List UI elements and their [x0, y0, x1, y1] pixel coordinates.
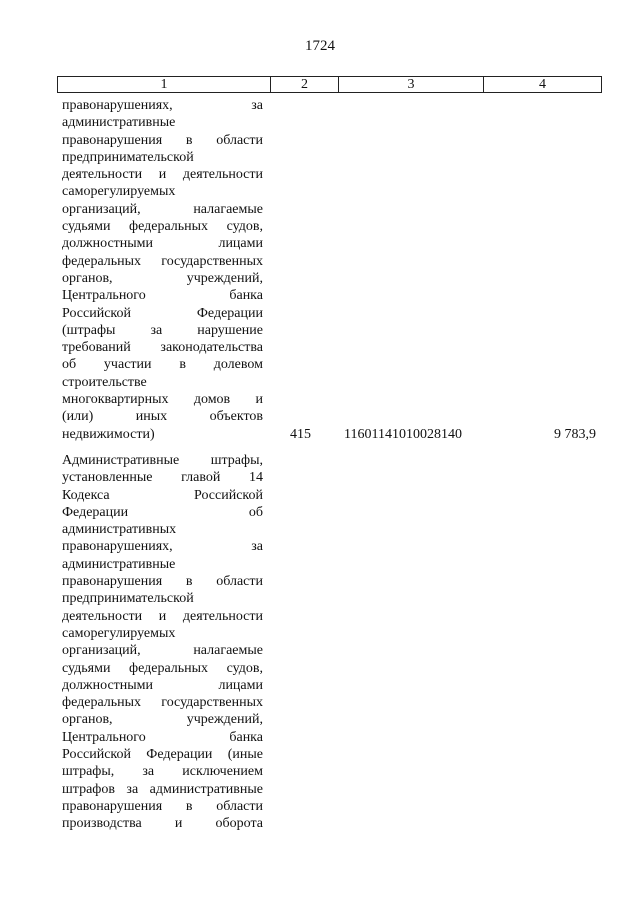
description-line: деятельности и деятельности [62, 167, 263, 183]
row-1-description [62, 97, 263, 443]
description-line: правонарушения в области [62, 798, 263, 814]
description-line: правонарушениях, за [62, 98, 263, 113]
description-line: (или) иных объектов [62, 409, 263, 425]
description-line: саморегулируемых [62, 625, 176, 641]
description-line: требований законодательства [62, 340, 263, 356]
description-line: Российской Федерации [62, 305, 263, 321]
description-line: правонарушения в области [62, 132, 263, 148]
description-line: штрафы, за исключением [62, 764, 263, 780]
description-line: правонарушения в области [62, 574, 263, 590]
description-line: недвижимости) [62, 426, 155, 442]
description-line: федеральных государственных [62, 695, 263, 711]
table-header [57, 76, 602, 93]
description-line: многоквартирных домов и [62, 392, 263, 408]
description-line: судьями федеральных судов, [62, 660, 263, 676]
column-header-4: 4 [484, 77, 602, 93]
description-line: деятельности и деятельности [62, 608, 263, 624]
description-line: Административные штрафы, [62, 453, 263, 468]
description-line: Российской Федерации (иные [62, 747, 263, 763]
description-line: штрафов за административные [62, 781, 263, 797]
row-2-description [62, 452, 263, 833]
description-line: судьями федеральных судов, [62, 219, 263, 235]
description-line: установленные главой 14 [62, 470, 263, 486]
description-line: административные [62, 115, 176, 131]
description-line: производства и оборота [62, 816, 263, 832]
description-line: саморегулируемых [62, 184, 176, 200]
row-1-code: 415 [290, 427, 311, 442]
page-number: 1724 [305, 38, 335, 54]
row-1-amount: 9 783,9 [554, 427, 596, 442]
description-line: организаций, налагаемые [62, 201, 263, 217]
description-line: должностными лицами [62, 677, 263, 693]
description-line: об участии в долевом [62, 357, 263, 373]
description-line: (штрафы за нарушение [62, 322, 263, 338]
column-header-2: 2 [271, 77, 339, 93]
description-line: Федерации об [62, 504, 263, 520]
description-line: административные [62, 556, 176, 572]
description-line: предпринимательской [62, 591, 194, 607]
description-line: органов, учреждений, [62, 712, 263, 728]
description-line: административных [62, 522, 177, 538]
description-line: строительстве [62, 374, 147, 390]
description-line: Кодекса Российской [62, 487, 263, 503]
description-line: организаций, налагаемые [62, 643, 263, 659]
description-line: федеральных государственных [62, 253, 263, 269]
description-line: Центрального банка [62, 288, 263, 304]
column-header-3: 3 [339, 77, 484, 93]
description-line: должностными лицами [62, 236, 263, 252]
description-line: предпринимательской [62, 149, 194, 165]
row-1-kbk: 11601141010028140 [344, 427, 462, 442]
description-line: Центрального банка [62, 729, 263, 745]
column-header-1: 1 [58, 77, 271, 93]
description-line: правонарушениях, за [62, 539, 263, 555]
description-line: органов, учреждений, [62, 270, 263, 286]
